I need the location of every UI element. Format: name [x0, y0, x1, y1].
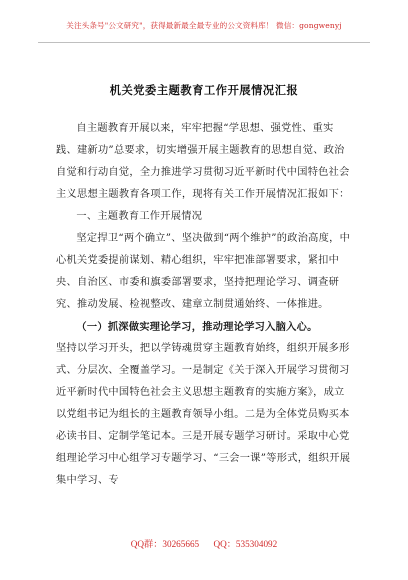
header-promo-text: 关注头条号"公文研究"，获得最新最全最专业的公文资料库！ 微信：gongwenyj: [66, 21, 342, 30]
document-body: [56, 118, 354, 492]
header-divider: [38, 42, 370, 43]
footer-contact: [0, 536, 408, 550]
document-title: 机关党委主题教育工作开展情况汇报: [109, 83, 299, 97]
section-heading: 一、主题教育工作开展情况: [76, 211, 203, 222]
footer-qq-group: QQ群：30265665: [130, 539, 200, 549]
intro-paragraph: 自主题教育开展以来，牢牢把握“学思想、强党性、重实践、建新功”总要求，切实增强开展主题教育的思想自觉、政治自觉和行动自觉，全力推进学习贯彻习近平新时代中国特色社会主义思想主题教育各项工作，现将有关工作开展情况汇报如下：: [56, 123, 350, 200]
body-paragraph-3: 坚持以学习开头，把以学铸魂贯穿主题教育始终，组织开展多形式、分层次、全覆盖学习。一是制定《关于深入开展学习贯彻习近平新时代中国特色社会主义思想主题教育的实施方案》，成立以党组书记为组长的主题教育领导小组。二是为全体党员购买本必读书目、定制学笔记本。三是开展专题学习研讨。采取中心党组理论学习中心组学习专题学习、“三会一课”等形式，组织开展集中学习、专: [56, 343, 351, 486]
footer-qq: QQ：535304092: [213, 539, 278, 549]
body-paragraph-2: 坚定捍卫“两个确立”、坚决做到“两个维护”的政治高度，中心机关党委提前谋划、精心组织，牢牢把准部署要求，紧扣中央、自治区、市委和旗委部署要求，坚持把理论学习、调查研究、推动发展、检视整改、建章立制贯通始终、一体推进。: [56, 233, 351, 310]
subsection-heading: （一）抓深做实理论学习，推动理论学习入脑入心。: [76, 321, 318, 333]
